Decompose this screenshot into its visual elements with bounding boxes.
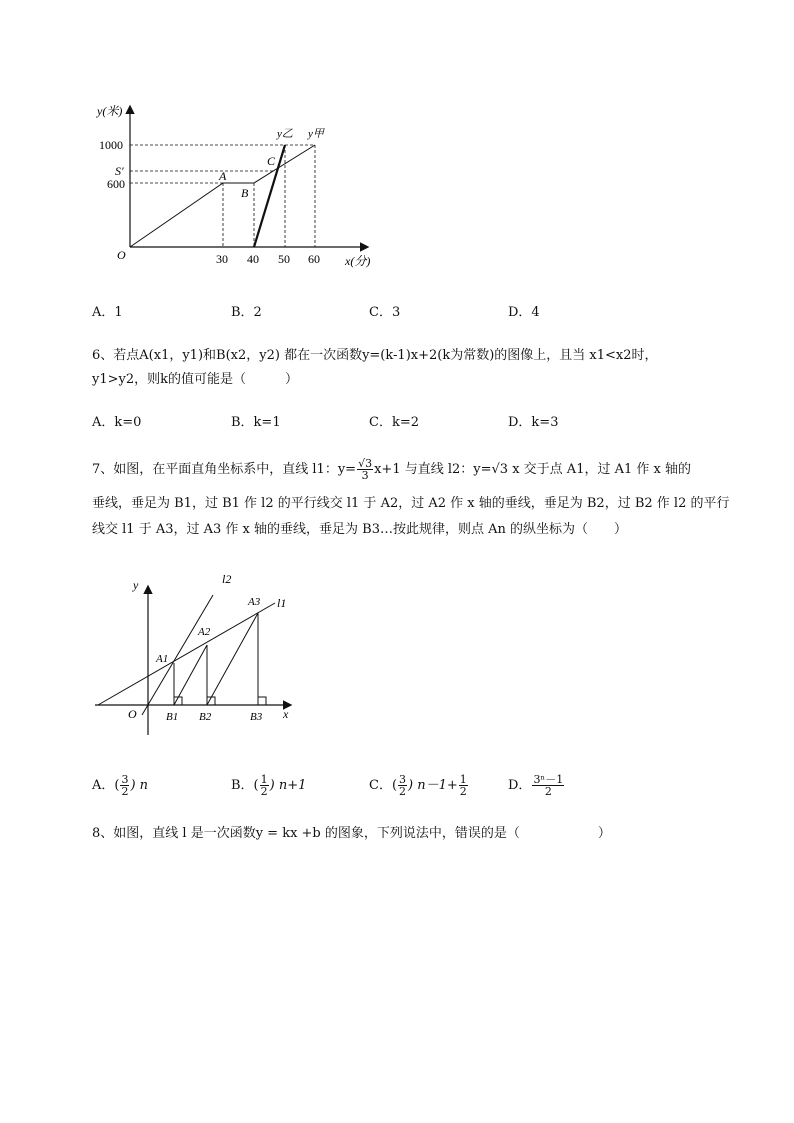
origin-label: O	[117, 248, 126, 262]
q6-option-d: D．k=3	[508, 415, 559, 430]
fig2-a3: A3	[248, 596, 261, 608]
q7-a-suffix: ) n	[130, 778, 149, 793]
q7-fraction-sqrt3-over-3	[357, 458, 373, 481]
q7-a-frac	[120, 774, 129, 797]
q7-b-num: 1	[260, 773, 268, 786]
q7-line-1-end: x+1 与直线 l2：y=√3 x 交于点 A1，过 A1 作 x 轴的	[374, 462, 691, 477]
label-y-jia: y甲	[308, 128, 324, 140]
point-b: B	[241, 186, 249, 200]
q8-line-1: 8、如图，直线 l 是一次函数y = kx +b 的图象，下列说法中，错误的是（ ）	[92, 826, 611, 841]
point-c: C	[267, 154, 276, 168]
x-tick-40: 40	[247, 252, 259, 266]
x-tick-50: 50	[278, 252, 290, 266]
y-tick-s: S′	[115, 164, 124, 178]
q7-c-frac2-num: 1	[459, 773, 467, 786]
distance-time-graph	[95, 95, 385, 275]
q7-c-frac2-den: 2	[459, 785, 467, 798]
q7-a-num: 3	[121, 773, 129, 786]
q7-d-den: 2	[544, 785, 552, 798]
q7-a-den: 2	[121, 785, 129, 798]
q7-a-prefix: A．(	[92, 778, 120, 793]
q5-option-c: C．3	[369, 305, 401, 320]
q7-line-1	[92, 458, 691, 481]
x-axis-label: x(分)	[345, 254, 371, 268]
fig2-l2-label: l2	[222, 572, 232, 586]
point-a: A	[219, 169, 227, 183]
q7-c-prefix: C．(	[369, 778, 398, 793]
q7-b-suffix: ) n+1	[269, 778, 307, 793]
q7-frac-den: 3	[361, 469, 369, 482]
q7-line-3: 线交 l1 于 A3，过 A3 作 x 轴的垂线，垂足为 B3…按此规律，则点 An 的纵坐标为（ ）	[92, 522, 627, 537]
q7-c-frac	[398, 774, 407, 797]
fig2-l1-label: l1	[277, 596, 287, 610]
q6-option-a: A．k=0	[92, 415, 142, 430]
q7-option-d	[508, 774, 565, 797]
q7-c-den: 2	[399, 785, 407, 798]
q7-d-num: 3ⁿ－1	[533, 773, 564, 786]
x-tick-30: 30	[216, 252, 228, 266]
fig2-y-label: y	[133, 578, 139, 592]
q6-option-c: C．k=2	[369, 415, 419, 430]
q5-option-a: A．1	[92, 305, 123, 320]
fig2-a1: A1	[156, 653, 169, 665]
q7-d-frac	[532, 774, 564, 797]
fig2-a2: A2	[198, 626, 211, 638]
fig2-b3: B3	[250, 711, 263, 723]
q6-option-b: B．k=1	[231, 415, 281, 430]
fig2-origin: O	[128, 707, 137, 721]
coordinate-lines-graph	[90, 565, 310, 740]
q6-line-2: y1>y2，则k的值可能是（ ）	[92, 372, 299, 387]
q6-line-1: 6、若点A(x1，y1)和B(x2，y2) 都在一次函数y=(k-1)x+2(k为常数)的图像上，且当 x1<x2时，	[92, 348, 658, 363]
q7-d-prefix: D．	[508, 778, 532, 793]
line-l1	[98, 603, 275, 705]
x-tick-60: 60	[308, 252, 320, 266]
line-y-jia	[130, 145, 315, 247]
y-tick-600: 600	[107, 177, 125, 191]
fig2-b2: B2	[199, 711, 212, 723]
q5-option-d: D．4	[508, 305, 540, 320]
y-axis-label: y(米)	[97, 104, 123, 118]
q7-line-2: 垂线，垂足为 B1，过 B1 作 l2 的平行线交 l1 于 A2，过 A2 作 x 轴的垂线，垂足为 B2，过 B2 作 l2 的平行	[92, 496, 730, 511]
q7-option-c	[369, 774, 469, 797]
q7-b-den: 2	[260, 785, 268, 798]
q7-b-frac	[260, 774, 269, 797]
q7-line-1-start: 7、如图，在平面直角坐标系中，直线 l1：y=	[92, 462, 357, 477]
q7-frac-num: √3	[358, 457, 373, 470]
y-tick-1000: 1000	[99, 138, 123, 152]
q7-b-prefix: B．(	[231, 778, 259, 793]
fig2-b1: B1	[166, 711, 179, 723]
q7-option-a	[92, 774, 148, 797]
label-y-yi: y乙	[277, 128, 293, 140]
q7-option-b	[231, 774, 306, 797]
q7-c-num: 3	[399, 773, 407, 786]
q5-option-b: B．2	[231, 305, 262, 320]
q7-c-frac2	[459, 774, 468, 797]
q7-c-suffix: ) n－1+	[408, 778, 458, 793]
fig2-x-label: x	[283, 707, 289, 721]
